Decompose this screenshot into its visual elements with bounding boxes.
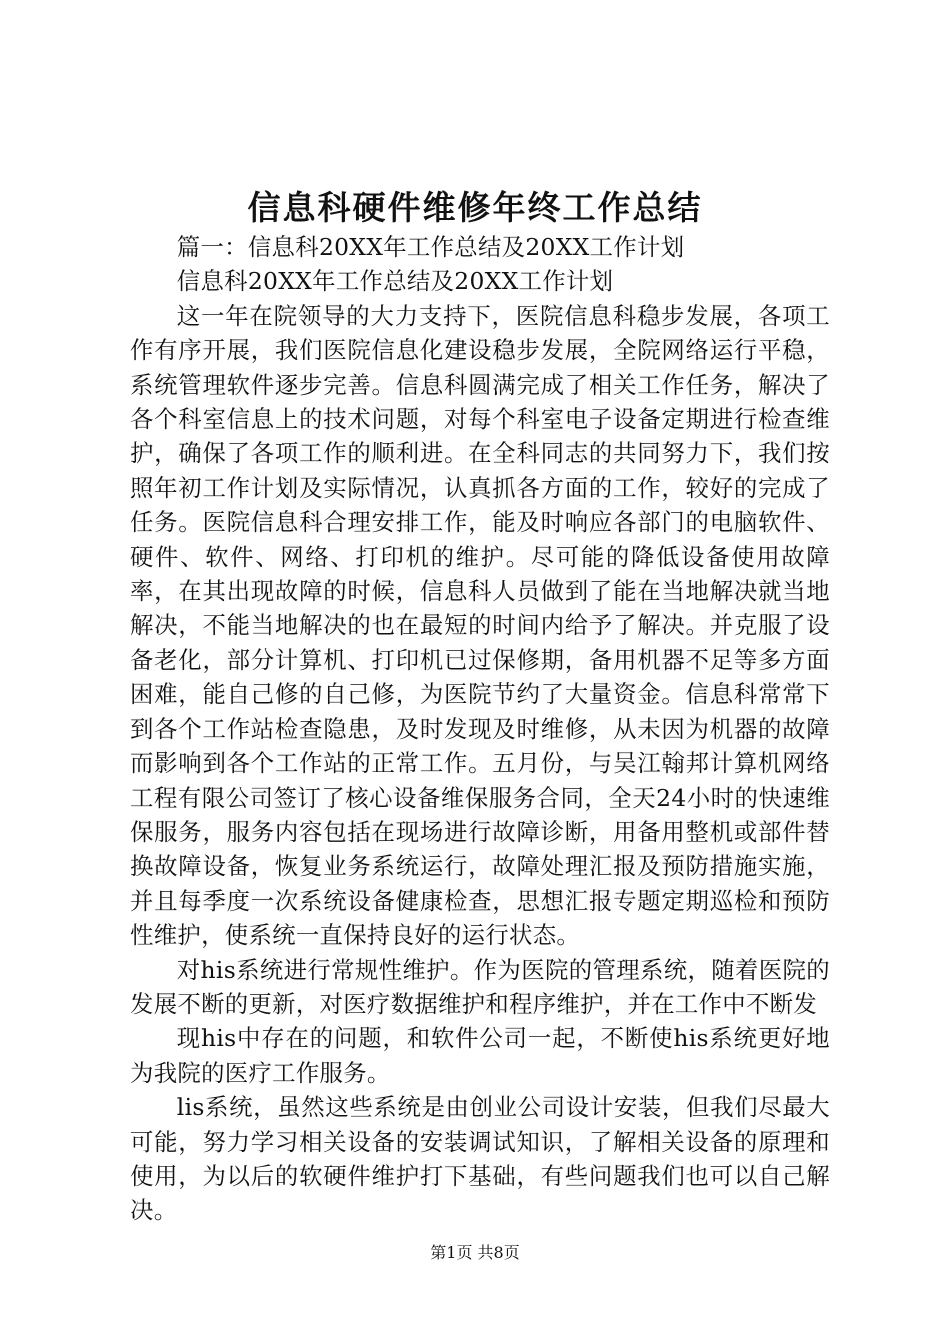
page-footer: 第1页 共8页: [430, 1243, 520, 1262]
document-body: [130, 230, 830, 1228]
paragraph: 这一年在院领导的大力支持下，医院信息科稳步发展，各项工作有序开展，我们医院信息化建设稳步发展，全院网络运行平稳，系统管理软件逐步完善。信息科圆满完成了相关工作任务，解决了各个科室信息上的技术问题，对每个科室电子设备定期进行检查维护，确保了各项工作的顺利进。在全科同志的共同努力下，我们按照年初工作计划及实际情况，认真抓各方面的工作，较好的完成了任务。医院信息科合理安排工作，能及时响应各部门的电脑软件、硬件、软件、网络、打印机的维护。尽可能的降低设备使用故障率，在其出现故障的时候，信息科人员做到了能在当地解决就当地解决，不能当地解决的也在最短的时间内给予了解决。并克服了设备老化，部分计算机、打印机已过保修期，备用机器不足等多方面困难，能自己修的自己修，为医院节约了大量资金。信息科常常下到各个工作站检查隐患，及时发现及时维修，从未因为机器的故障而影响到各个工作站的正常工作。五月份，与吴江翰邦计算机网络工程有限公司签订了核心设备维保服务合同，全天24小时的快速维保服务，服务内容包括在现场进行故障诊断，用备用整机或部件替换故障设备，恢复业务系统运行，故障处理汇报及预防措施实施，并且每季度一次系统设备健康检查，思想汇报专题定期巡检和预防性维护，使系统一直保持良好的运行状态。: [130, 301, 830, 950]
document-title: 信息科硬件维修年终工作总结: [247, 188, 703, 227]
paragraph: lis系统，虽然这些系统是由创业公司设计安装，但我们尽最大可能，努力学习相关设备的安装调试知识，了解相关设备的原理和使用，为以后的软硬件维护打下基础，有些问题我们也可以自己解决。: [130, 1093, 830, 1225]
paragraph-heading-2: 信息科20XX年工作总结及20XX工作计划: [176, 267, 614, 296]
paragraph-heading-1: 篇一：信息科20XX年工作总结及20XX工作计划: [176, 233, 685, 261]
paragraph: 现his中存在的问题，和软件公司一起，不断使his系统更好地为我院的医疗工作服务。: [130, 1024, 830, 1087]
paragraph: 对his系统进行常规性维护。作为医院的管理系统，随着医院的发展不断的更新，对医疗数据维护和程序维护，并在工作中不断发: [130, 955, 830, 1018]
